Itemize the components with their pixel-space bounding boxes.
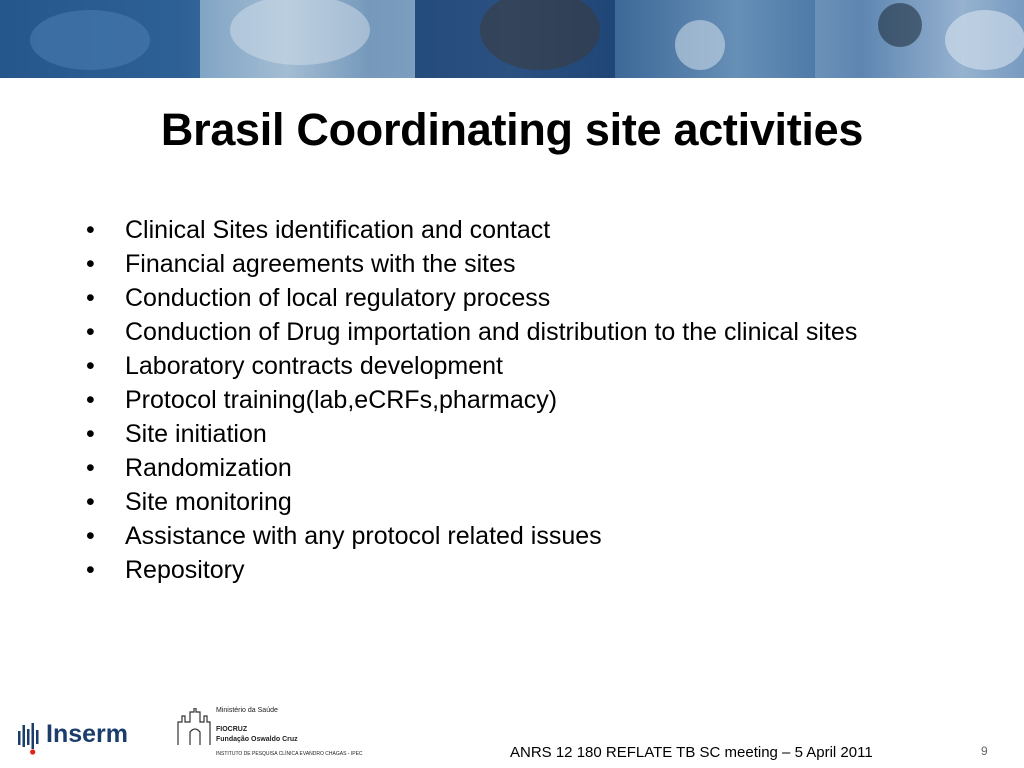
page-number: 9 xyxy=(981,744,988,758)
list-item xyxy=(86,318,946,346)
fiocruz-name: FIOCRUZ xyxy=(216,726,248,733)
bullet-dot: • xyxy=(86,250,95,278)
bullet-dot: • xyxy=(86,318,95,346)
fiocruz-castle-icon xyxy=(176,708,212,746)
fiocruz-institute-name: INSTITUTO DE PESQUISA CLÍNICA EVANDRO CHAGAS - IPEC xyxy=(216,751,363,757)
list-item xyxy=(86,556,946,584)
bullet-text: Repository xyxy=(125,556,245,584)
bullet-text: Site initiation xyxy=(125,420,267,448)
bullet-dot: • xyxy=(86,454,95,482)
list-item xyxy=(86,420,946,448)
bullet-text: Laboratory contracts development xyxy=(125,352,503,380)
bullet-dot: • xyxy=(86,216,95,244)
list-item xyxy=(86,284,946,312)
list-item xyxy=(86,386,946,414)
bullet-dot: • xyxy=(86,488,95,516)
bullet-text: Randomization xyxy=(125,454,292,482)
bullet-list xyxy=(86,216,946,593)
bullet-text: Conduction of local regulatory process xyxy=(125,284,551,312)
bullet-dot: • xyxy=(86,420,95,448)
bullet-dot: • xyxy=(86,522,95,550)
bullet-dot: • xyxy=(86,386,95,414)
bullet-text: Clinical Sites identification and contact xyxy=(125,216,551,244)
header-photo-banner xyxy=(0,0,1024,78)
list-item xyxy=(86,454,946,482)
bullet-text: Protocol training(lab,eCRFs,pharmacy) xyxy=(125,386,558,414)
fiocruz-foundation-name: Fundação Oswaldo Cruz xyxy=(216,736,298,743)
list-item xyxy=(86,250,946,278)
inserm-logo-icon xyxy=(17,721,45,755)
bullet-text: Financial agreements with the sites xyxy=(125,250,516,278)
bullet-text: Assistance with any protocol related issues xyxy=(125,522,602,550)
inserm-logo-text: Inserm xyxy=(46,720,128,748)
bullet-dot: • xyxy=(86,352,95,380)
bullet-text: Site monitoring xyxy=(125,488,292,516)
list-item xyxy=(86,522,946,550)
list-item xyxy=(86,352,946,380)
fiocruz-ministry-label: Ministério da Saúde xyxy=(216,707,278,714)
banner-photo-collage xyxy=(0,0,1024,78)
bullet-dot: • xyxy=(86,284,95,312)
bullet-dot: • xyxy=(86,556,95,584)
list-item xyxy=(86,488,946,516)
list-item xyxy=(86,216,946,244)
footer-meeting-text: ANRS 12 180 REFLATE TB SC meeting – 5 April 2011 xyxy=(510,744,873,761)
bullet-text: Conduction of Drug importation and distribution to the clinical sites xyxy=(125,318,858,346)
slide-title: Brasil Coordinating site activities xyxy=(160,104,864,155)
